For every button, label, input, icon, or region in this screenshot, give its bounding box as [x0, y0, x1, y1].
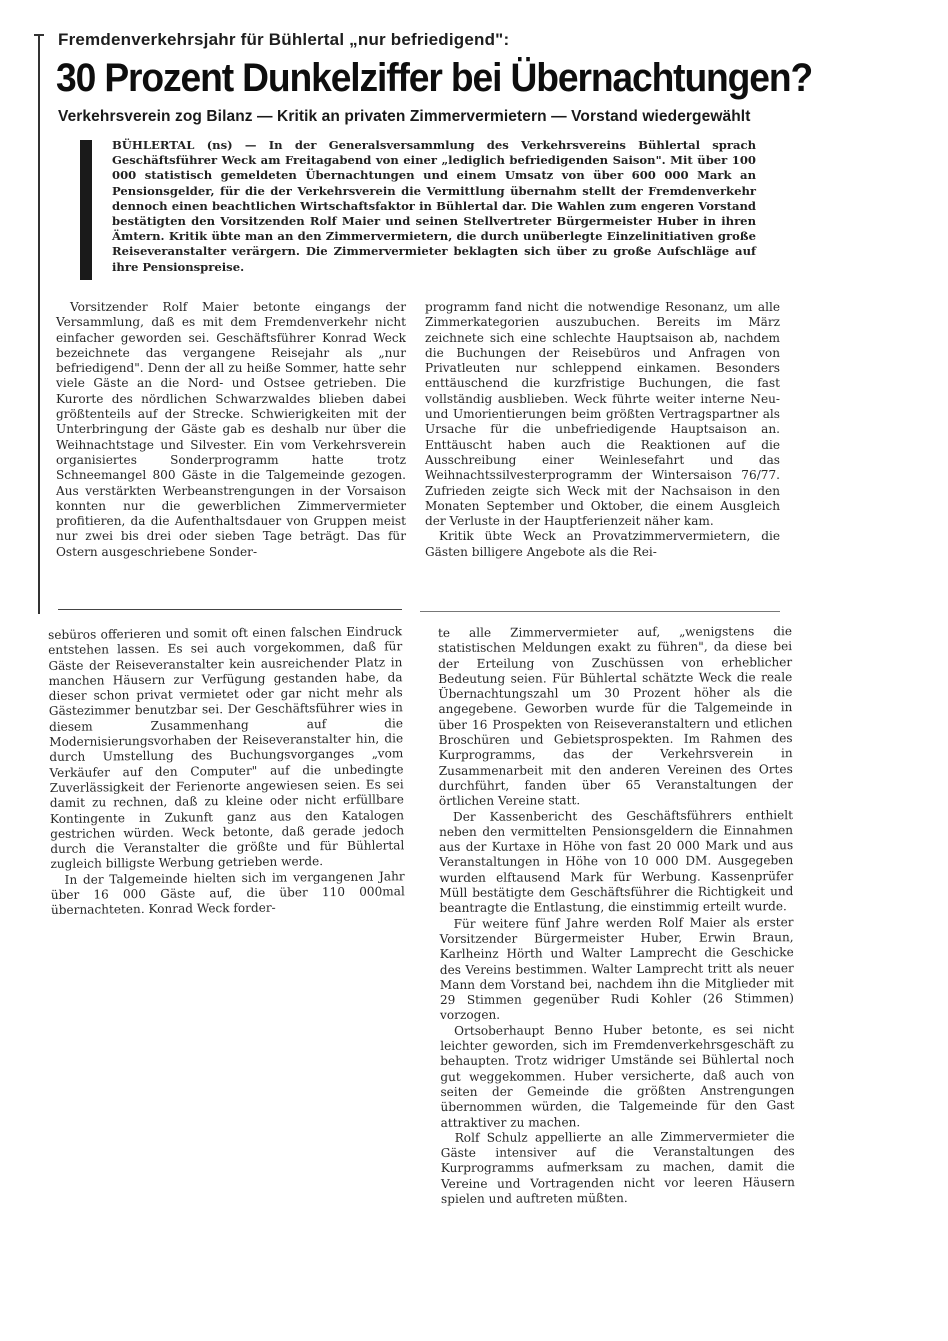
column-2-paragraph: programm fand nicht die notwendige Resonanz, um alle Zimmerkategorien auszubuchen. Bereits im März zeichnete sich eine schlechte Hauptsaison ab, nachdem die Buchungen der Reisebüros und Anfragen von Privatleuten nur schleppend einkamen. Besonders enttäuschend die kurzfristige Buchungen, die fast vollständig ausblieben. Weck führte weiter interne Neu- und Umorientierungen beim größten Vertragspartner als Ursache für die unbefriedigende Hauptsaison an. Enttäuscht haben auch die Reaktionen auf die Ausschreibung einer Weinlesefahrt und das Weihnachtssilvesterprogramm der Wintersaison 76/77. Zufrieden zeigte sich Weck mit der Nachsaison in den Monaten September und Oktober, die einem Ausgleich der Verluste in der Hauptferienzeit näher kam.: [425, 300, 780, 529]
column-3-paragraph: sebüros offerieren und somit oft einen falschen Eindruck entstehen lassen. Es sei auch vorgekommen, daß für Gäste der Reiseveranstalter kein ausreichender Platz in manchen Häusern zur Verfügung gestanden habe, da dieser schon privat vermietet oder gar nicht mehr als Gästezimmer benutzbar sei. Der Geschäftsführer wies in diesem Zusammenhang auf die Modernisierungsvorhaben der Reiseveranstalter hin, die durch Umstellung des Buchungsvorganges „vom Verkäufer auf den Computer" auf die unbedingte Zuverlässigkeit der Ferienorte angewiesen seien. Es sei damit zu rechnen, daß zu kleine oder nicht erfüllbare Kontingente in Zukunft ganz aus den Katalogen gestrichen würden. Weck betonte, daß gerade jedoch durch die Veranstalter die größte und für Bühlertal zugleich billigste Werbung getrieben werde.: [48, 624, 405, 872]
headline: 30 Prozent Dunkelziffer bei Übernachtungen?: [56, 56, 813, 100]
kicker-line: Fremdenverkehrsjahr für Bühlertal „nur befriedigend":: [58, 30, 510, 49]
column-2-paragraph: Kritik übte Weck an Provatzimmervermietern, die Gästen billigere Angebote als die Rei-: [425, 529, 780, 559]
column-3-paragraph: In der Talgemeinde hielten sich im vergangenen Jahr über 16 000 Gäste auf, die über 110 000mal übernachteten. Konrad Weck forder-: [50, 869, 405, 918]
lead-paragraph: BÜHLERTAL (ns) — In der Generalsversammlung des Verkehrsvereins Bühlertal sprach Geschäftsführer Weck am Freitagabend von einer „lediglich befriedigenden Saison". Mit über 100 000 statistisch gemeldeten Übernachtungen und einem Umsatz von über 600 000 Mark an Pensionsgelder, für die der Verkehrsverein die Vermittlung übernahm stellt der Fremdenverkehr dennoch einen beachtlichen Wirtschaftsfaktor in Bühlertal dar. Die Wahlen zum engeren Vorstand bestätigten den Vorsitzenden Rolf Maier und seinen Stellvertreter Bürgermeister Huber in ihren Ämtern. Kritik übte man an den Zimmervermietern, die durch unüberlegte Einzelinitiativen große Reiseveranstalter verärgern. Die Zimmervermieter beklagten sich über zu große Aufschläge auf ihre Pensionspreise.: [112, 138, 756, 274]
column-separator-rule: [58, 609, 402, 610]
column-1-paragraph: Vorsitzender Rolf Maier betonte eingangs der Versammlung, daß es mit dem Fremdenverkehr nicht einfacher geworden sei. Geschäftsführer Konrad Weck bezeichnete das vergangene Reisejahr als „nur befriedigend". Denn der all zu heiße Sommer, hatte sehr viele Gäste an die Nord- und Ostsee getrieben. Die Kurorte des nördlichen Schwarzwaldes blieben dabei größtenteils auf der Strecke. Schwierigkeiten mit der Unterbringung der Gäste gab es deshalb nur über die Weihnachtstage und Silvester. Ein vom Verkehrsverein organisiertes Sonderprogramm hatte trotz Schneemangel 800 Gäste in die Talgemeinde gezogen. Aus verstärkten Werbeanstrengungen in der Vorsaison konnten nur die gewerblichen Zimmervermieter profitieren, da die Aufenthaltsdauer von Gruppen meist nur zwei bis drei oder sieben Tage beträgt. Das für Ostern ausgeschriebene Sonder-: [56, 300, 406, 559]
subheadline: Verkehrsverein zog Bilanz — Kritik an privaten Zimmervermietern — Vorstand wiedergewählt: [58, 108, 751, 125]
column-4-paragraph: Für weitere fünf Jahre werden Rolf Maier als erster Vorsitzender Bürgermeister Huber, Erwin Braun, Karlheinz Hörth und Walter Lamprecht die Geschicke des Vereins bestimmen. Walter Lamprecht tritt als neuer Mann dem Vorstand bei, nachdem ihn die Mitglieder mit 29 Stimmen gegenüber Rudi Kohler (26 Stimmen) vorzogen.: [439, 914, 794, 1023]
column-4: [438, 624, 795, 1207]
column-1: [56, 300, 406, 560]
column-4-paragraph: Ortsoberhaupt Benno Huber betonte, es sei nicht leichter geworden, sich im Fremdenverkehrsgeschäft zu behaupten. Trotz widriger Umstände sei Bühlertal noch gut weggekommen. Huber versicherte, daß auch von seiten der Gemeinde die größten Anstrengungen übernommen würden, die Talgemeinde für den Gast attraktiver zu machen.: [440, 1021, 795, 1130]
corner-mark: [34, 34, 44, 36]
column-4-paragraph: Rolf Schulz appellierte an alle Zimmervermieter die Gäste intensiver auf die Veranstaltungen des Kurprogramms aufmerksam zu machen, damit die Vereine und Vortragenden nicht vor leeren Häusern spielen und auftreten müßten.: [440, 1128, 795, 1206]
lead-initial-bar: [80, 140, 92, 280]
column-4-paragraph: Der Kassenbericht des Geschäftsführers enthielt neben den vermittelten Pensionsgeldern die Einnahmen aus der Kurtaxe in Höhe von fast 20 000 Mark und aus Veranstaltungen in Höhe von 10 000 DM. Ausgegeben wurden elftausend Mark für Werbung. Kassenprüfer Müll bestätigte dem Geschäftsführer die Richtigkeit und beantragte die Entlastung, die einstimmig erteilt wurde.: [439, 807, 794, 916]
column-2: [425, 300, 780, 560]
column-4-paragraph: te alle Zimmervermieter auf, „wenigstens die statistischen Meldungen exakt zu führen", da diese bei der Erteilung von Zuschüssen von erheblicher Bedeutung seien. Für Bühlertal schätzte Weck die reale Übernachtungszahl um 30 Prozent höher als die angegebene. Geworben wurde für die Talgemeinde in über 16 Prospekten von Reiseveranstaltern und etlichen Broschüren und Gebietsprospekten. Im Rahmen des Kurprogramms, das der Verkehrsverein in Zusammenarbeit mit den anderen Vereinen des Ortes durchführt, fanden über 65 Veranstaltungen der örtlichen Vereine statt.: [438, 624, 793, 809]
left-margin-rule: [38, 34, 40, 614]
column-separator-rule: [420, 611, 780, 612]
column-3: [48, 624, 405, 918]
